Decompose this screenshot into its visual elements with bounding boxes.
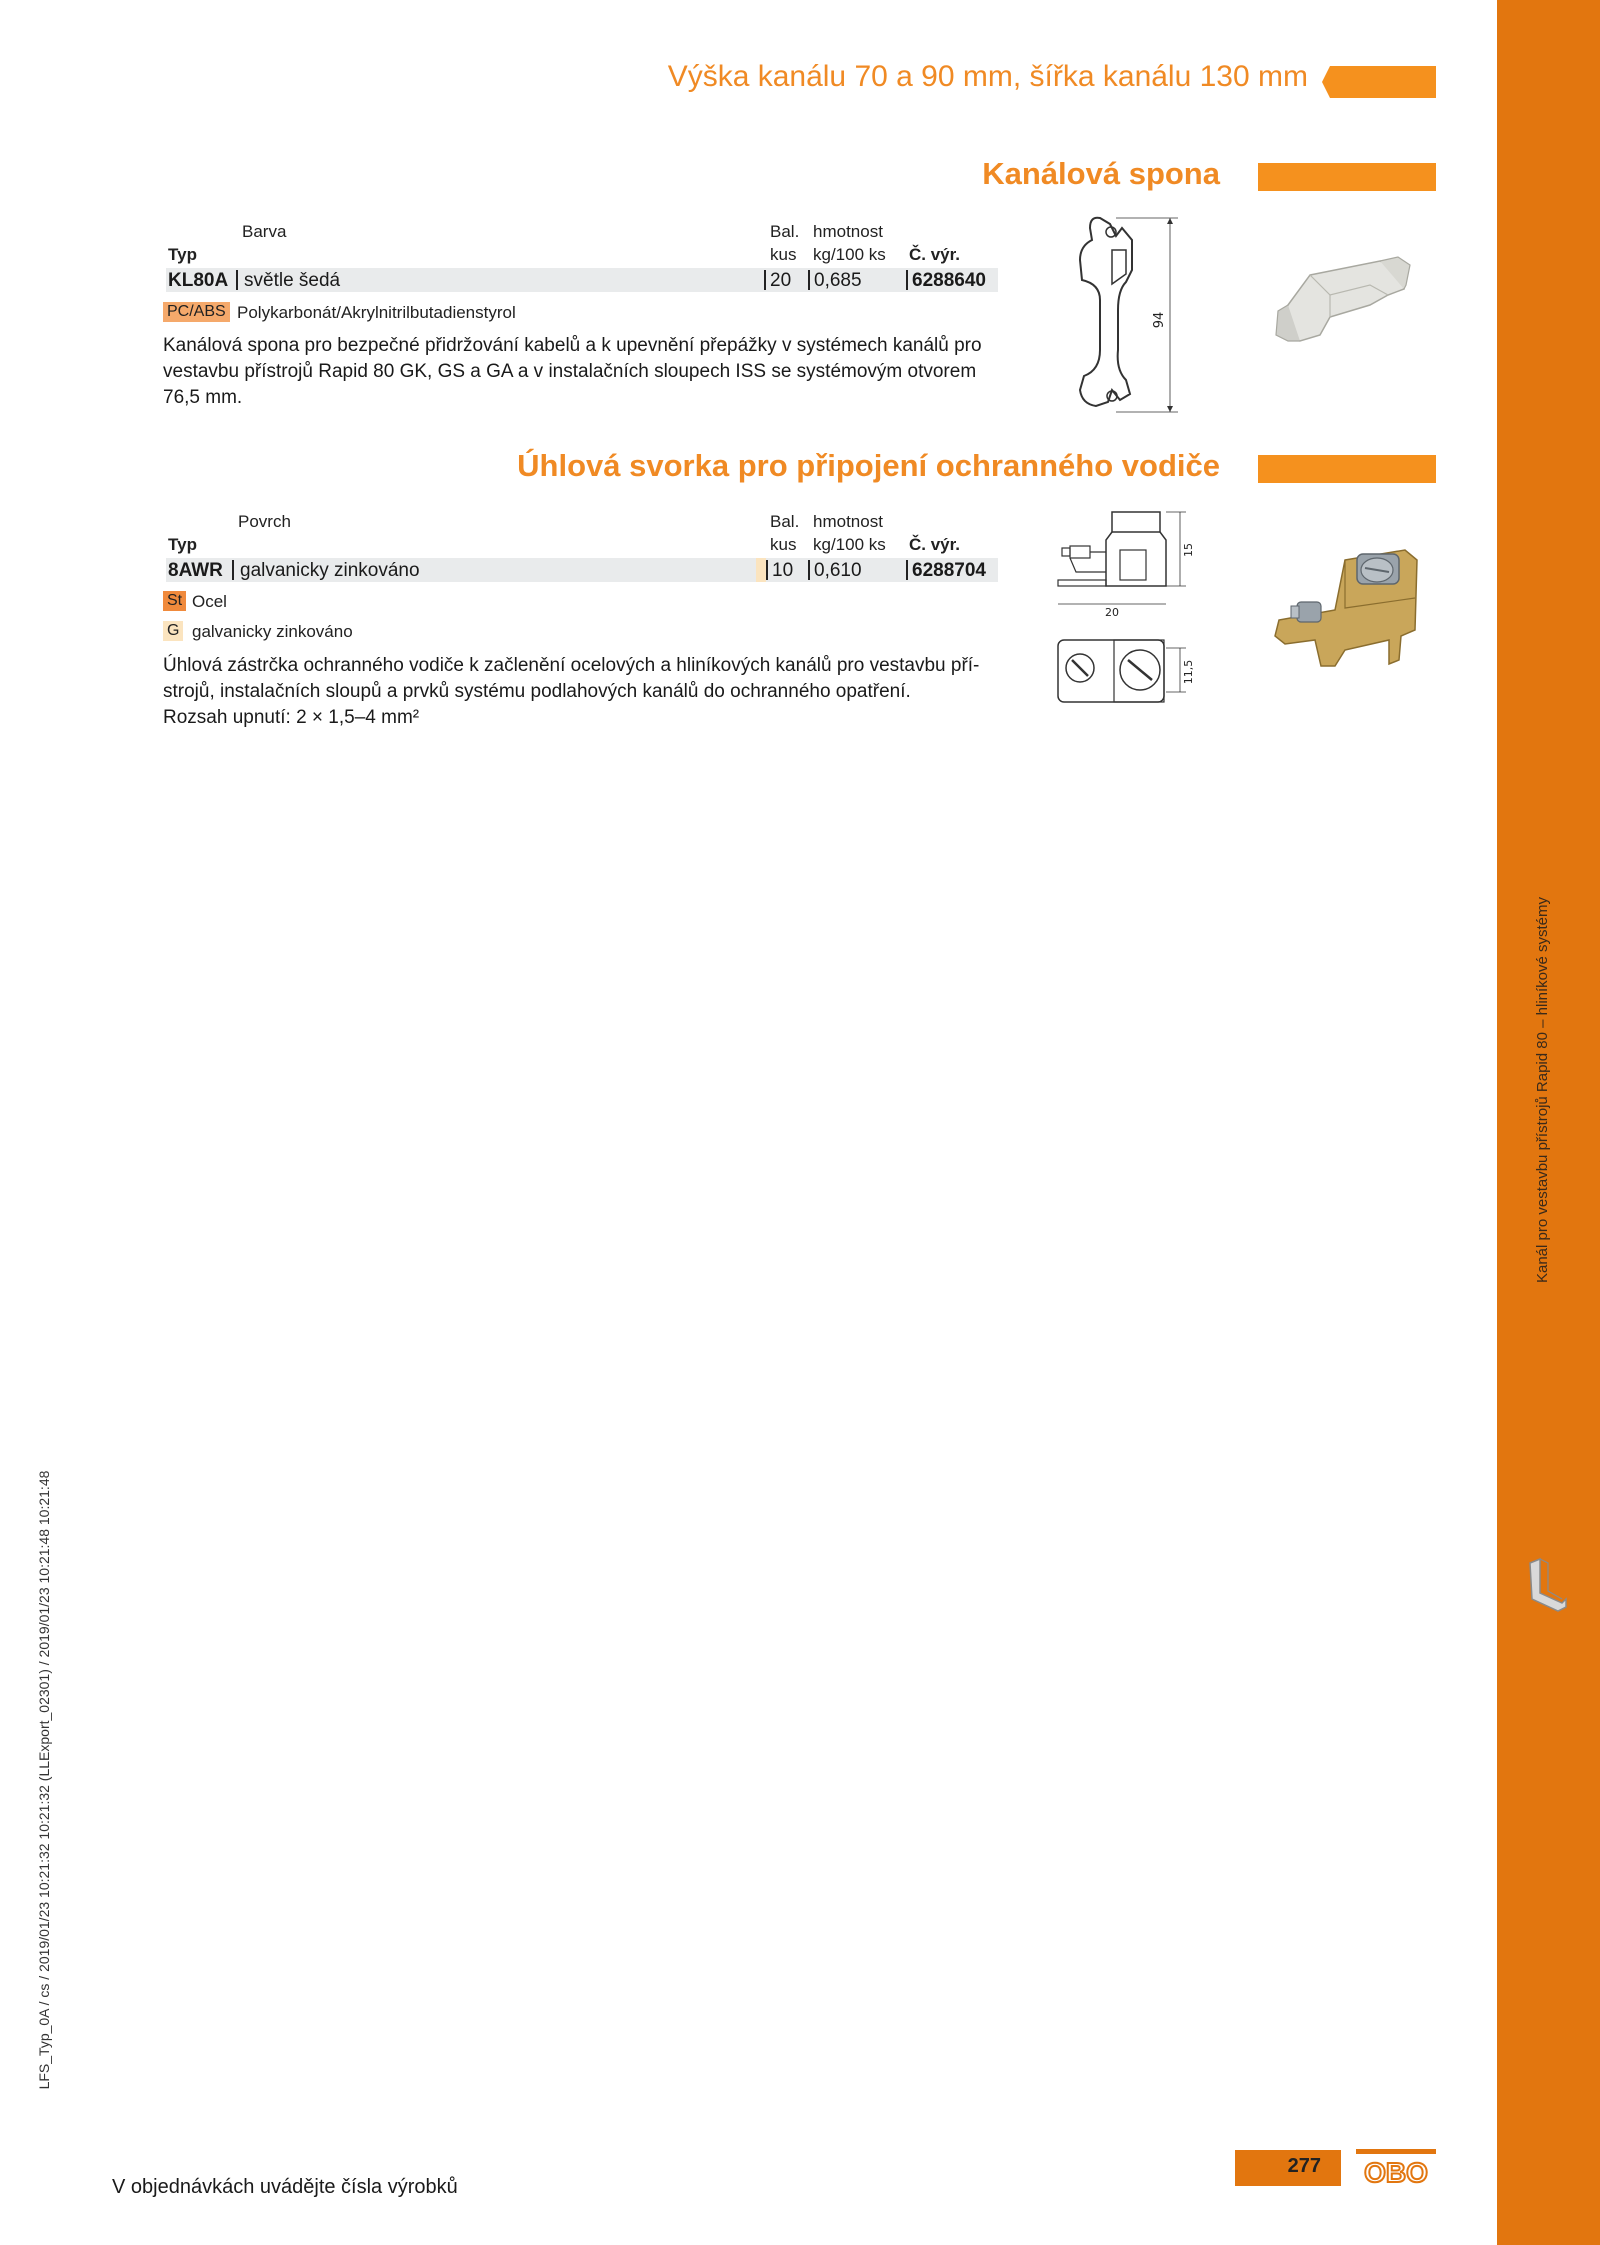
- dimension-label: 15: [1182, 543, 1195, 557]
- col-weight-header: hmotnost: [813, 512, 883, 531]
- material-label: Ocel: [192, 592, 227, 611]
- col-typ-header: Typ: [168, 535, 197, 554]
- dimension-label: 11,5: [1182, 659, 1195, 685]
- clip-product-photo: [1270, 255, 1420, 365]
- page-header-title: Výška kanálu 70 a 90 mm, šířka kanálu 130 mm: [667, 60, 1308, 93]
- print-meta-text: LFS_Typ_0A / cs / 2019/01/23 10:21:32 10:21:32 (LLExport_02301) / 2019/01/23 10:21:48 10:21:48: [36, 1470, 52, 2090]
- col-weight-unit-header: kg/100 ks: [813, 535, 886, 554]
- cell-attr: galvanicky zinkováno: [240, 560, 420, 581]
- surface-color-strip: [756, 558, 766, 582]
- cell-bal: 20: [770, 270, 792, 291]
- col-weight-header: hmotnost: [813, 222, 883, 241]
- cell-typ: KL80A: [168, 270, 229, 291]
- cell-separator: [764, 270, 766, 290]
- channel-profile-icon: [1522, 1553, 1572, 1613]
- material-code-badge: St: [163, 591, 186, 611]
- section-title-uhlova-svorka: Úhlová svorka pro připojení ochranného vodiče: [517, 448, 1220, 483]
- product-description: Kanálová spona pro bezpečné přidržování kabelů a k upevnění přepážky v systémech kanálů pro vestavbu přístrojů Rapid 80 GK, GS a GA a v instalačních sloupech ISS se systémovým otvorem 76,5 mm.: [163, 335, 982, 408]
- material-code-badge: PC/ABS: [163, 302, 230, 322]
- dimension-label: 94: [1152, 311, 1167, 329]
- cell-order: 6288640: [912, 270, 986, 291]
- cell-separator: [808, 560, 810, 580]
- table-row: [166, 268, 998, 292]
- cell-separator: [232, 560, 234, 580]
- logo-text: OBO: [1364, 2157, 1428, 2186]
- clamp-product-photo: [1265, 540, 1425, 670]
- col-bal-header: Bal.: [770, 512, 800, 531]
- cell-typ: 8AWR: [168, 560, 223, 581]
- cell-separator: [766, 560, 768, 580]
- col-kus-header: kus: [770, 245, 797, 264]
- page-number: 277: [1287, 2155, 1321, 2177]
- surface-code-badge: G: [163, 621, 183, 641]
- col-order-header: Č. výr.: [909, 245, 961, 264]
- surface-label: galvanicky zinkováno: [192, 622, 353, 641]
- cell-attr: světle šedá: [244, 270, 341, 291]
- attr-header: Povrch: [238, 512, 291, 531]
- clip-technical-drawing: [1060, 210, 1190, 420]
- material-label: Polykarbonát/Akrylnitrilbutadienstyrol: [237, 303, 516, 322]
- footer-note: V objednávkách uvádějte čísla výrobků: [112, 2176, 458, 2198]
- section-bar: [1258, 455, 1436, 483]
- dimension-label: 20: [1105, 606, 1119, 619]
- col-weight-unit-header: kg/100 ks: [813, 245, 886, 264]
- col-order-header: Č. výr.: [909, 535, 961, 554]
- side-category-text: Kanál pro vestavbu přístrojů Rapid 80 – hliníkové systémy: [1534, 896, 1551, 1284]
- description-line: Úhlová zástrčka ochranného vodiče k začlenění ocelových a hliníkových kanálů pro vestavbu pří-: [163, 655, 980, 676]
- col-typ-header: Typ: [168, 245, 197, 264]
- cell-order: 6288704: [912, 560, 986, 581]
- header-tab-marker: [1322, 66, 1436, 98]
- description-line: Rozsah upnutí: 2 × 1,5–4 mm²: [163, 707, 420, 728]
- description-line: strojů, instalačních sloupů a prvků systému podlahových kanálů do ochranného opatření.: [163, 681, 911, 702]
- section-bar: [1258, 163, 1436, 191]
- cell-weight: 0,610: [814, 560, 862, 581]
- cell-separator: [236, 270, 238, 290]
- clamp-technical-drawing: [1050, 500, 1210, 720]
- table-row: [166, 558, 998, 582]
- product-description: [163, 653, 1003, 731]
- page-number-tab: [1235, 2150, 1341, 2186]
- cell-separator: [906, 560, 908, 580]
- cell-separator: [906, 270, 908, 290]
- cell-bal: 10: [772, 560, 794, 581]
- col-bal-header: Bal.: [770, 222, 800, 241]
- col-kus-header: kus: [770, 535, 797, 554]
- section-title-kanalova-spona: Kanálová spona: [982, 156, 1220, 191]
- obo-logo: [1355, 2148, 1437, 2186]
- cell-weight: 0,685: [814, 270, 862, 291]
- cell-separator: [808, 270, 810, 290]
- attr-header: Barva: [242, 222, 287, 241]
